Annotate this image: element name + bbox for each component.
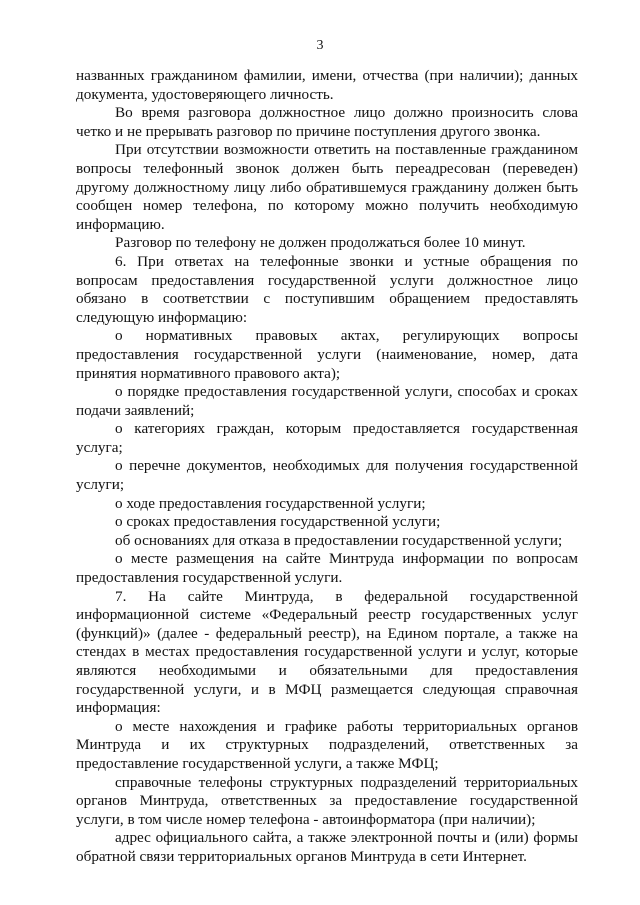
paragraph-call-duration: Разговор по телефону не должен продолжаться более 10 минут. bbox=[115, 234, 526, 252]
paragraph-section-7: 7. На сайте Минтруда, в федеральной государственной информационной системе «Федеральный реестр государственных услуг (функций)» (далее - федеральный реестр), на Едином портале, а также на стендах в местах предоставления государственной услуги и услуг, которые являются необходимыми и обязательными для предоставления государственной услуги, и в МФЦ размещается следующая справочная информация: bbox=[76, 587, 578, 717]
paragraph-call-redirect: При отсутствии возможности ответить на поставленные гражданином вопросы телефонный звонок должен быть переадресован (переведен) другому должностному лицу либо обратившемуся гражданину должен быть сообщен номер телефона, по которому можно получить необходимую информацию. bbox=[76, 141, 578, 233]
list-item-phones: справочные телефоны структурных подразделений территориальных органов Минтруда, ответственных за предоставление государственной услуги, в том числе номер телефона - автоинформатора (при наличии); bbox=[76, 773, 578, 828]
list-item-site-info: о месте размещения на сайте Минтруда информации по вопросам предоставления государственной услуги. bbox=[76, 550, 578, 587]
list-item-website: адрес официального сайта, а также электронной почты и (или) формы обратной связи территориальных органов Минтруда в сети Интернет. bbox=[76, 829, 578, 865]
list-item-location: о месте нахождения и графике работы территориальных органов Минтруда и их структурных подразделений, ответственных за предоставление государственной услуги, а также МФЦ; bbox=[76, 717, 578, 772]
list-item-terms: о сроках предоставления государственной услуги; bbox=[115, 513, 441, 531]
list-item-documents: о перечне документов, необходимых для получения государственной услуги; bbox=[76, 457, 578, 494]
list-item-procedure: о порядке предоставления государственной услуги, способах и сроках подачи заявлений; bbox=[76, 383, 578, 419]
paragraph-section-6: 6. При ответах на телефонные звонки и устные обращения по вопросам предоставления государственной услуги должностное лицо обязано в соответствии с поступившим обращением предоставлять следующую информацию: bbox=[76, 252, 578, 326]
paragraph-speech-rules: Во время разговора должностное лицо должно произносить слова четко и не прерывать разговор по причине поступления другого звонка. bbox=[76, 104, 578, 140]
page-number: 3 bbox=[316, 38, 324, 53]
list-item-progress: о ходе предоставления государственной услуги; bbox=[115, 494, 426, 512]
list-item-legal-acts: о нормативных правовых актах, регулирующих вопросы предоставления государственной услуги (наименование, номер, дата принятия нормативного правового акта); bbox=[76, 327, 578, 382]
document-body bbox=[76, 67, 578, 867]
list-item-categories: о категориях граждан, которым предоставляется государственная услуга; bbox=[76, 420, 578, 456]
paragraph-continuation: названных гражданином фамилии, имени, отчества (при наличии); данных документа, удостоверяющего личность. bbox=[76, 67, 578, 103]
list-item-refusal-grounds: об основаниях для отказа в предоставлении государственной услуги; bbox=[115, 531, 563, 549]
